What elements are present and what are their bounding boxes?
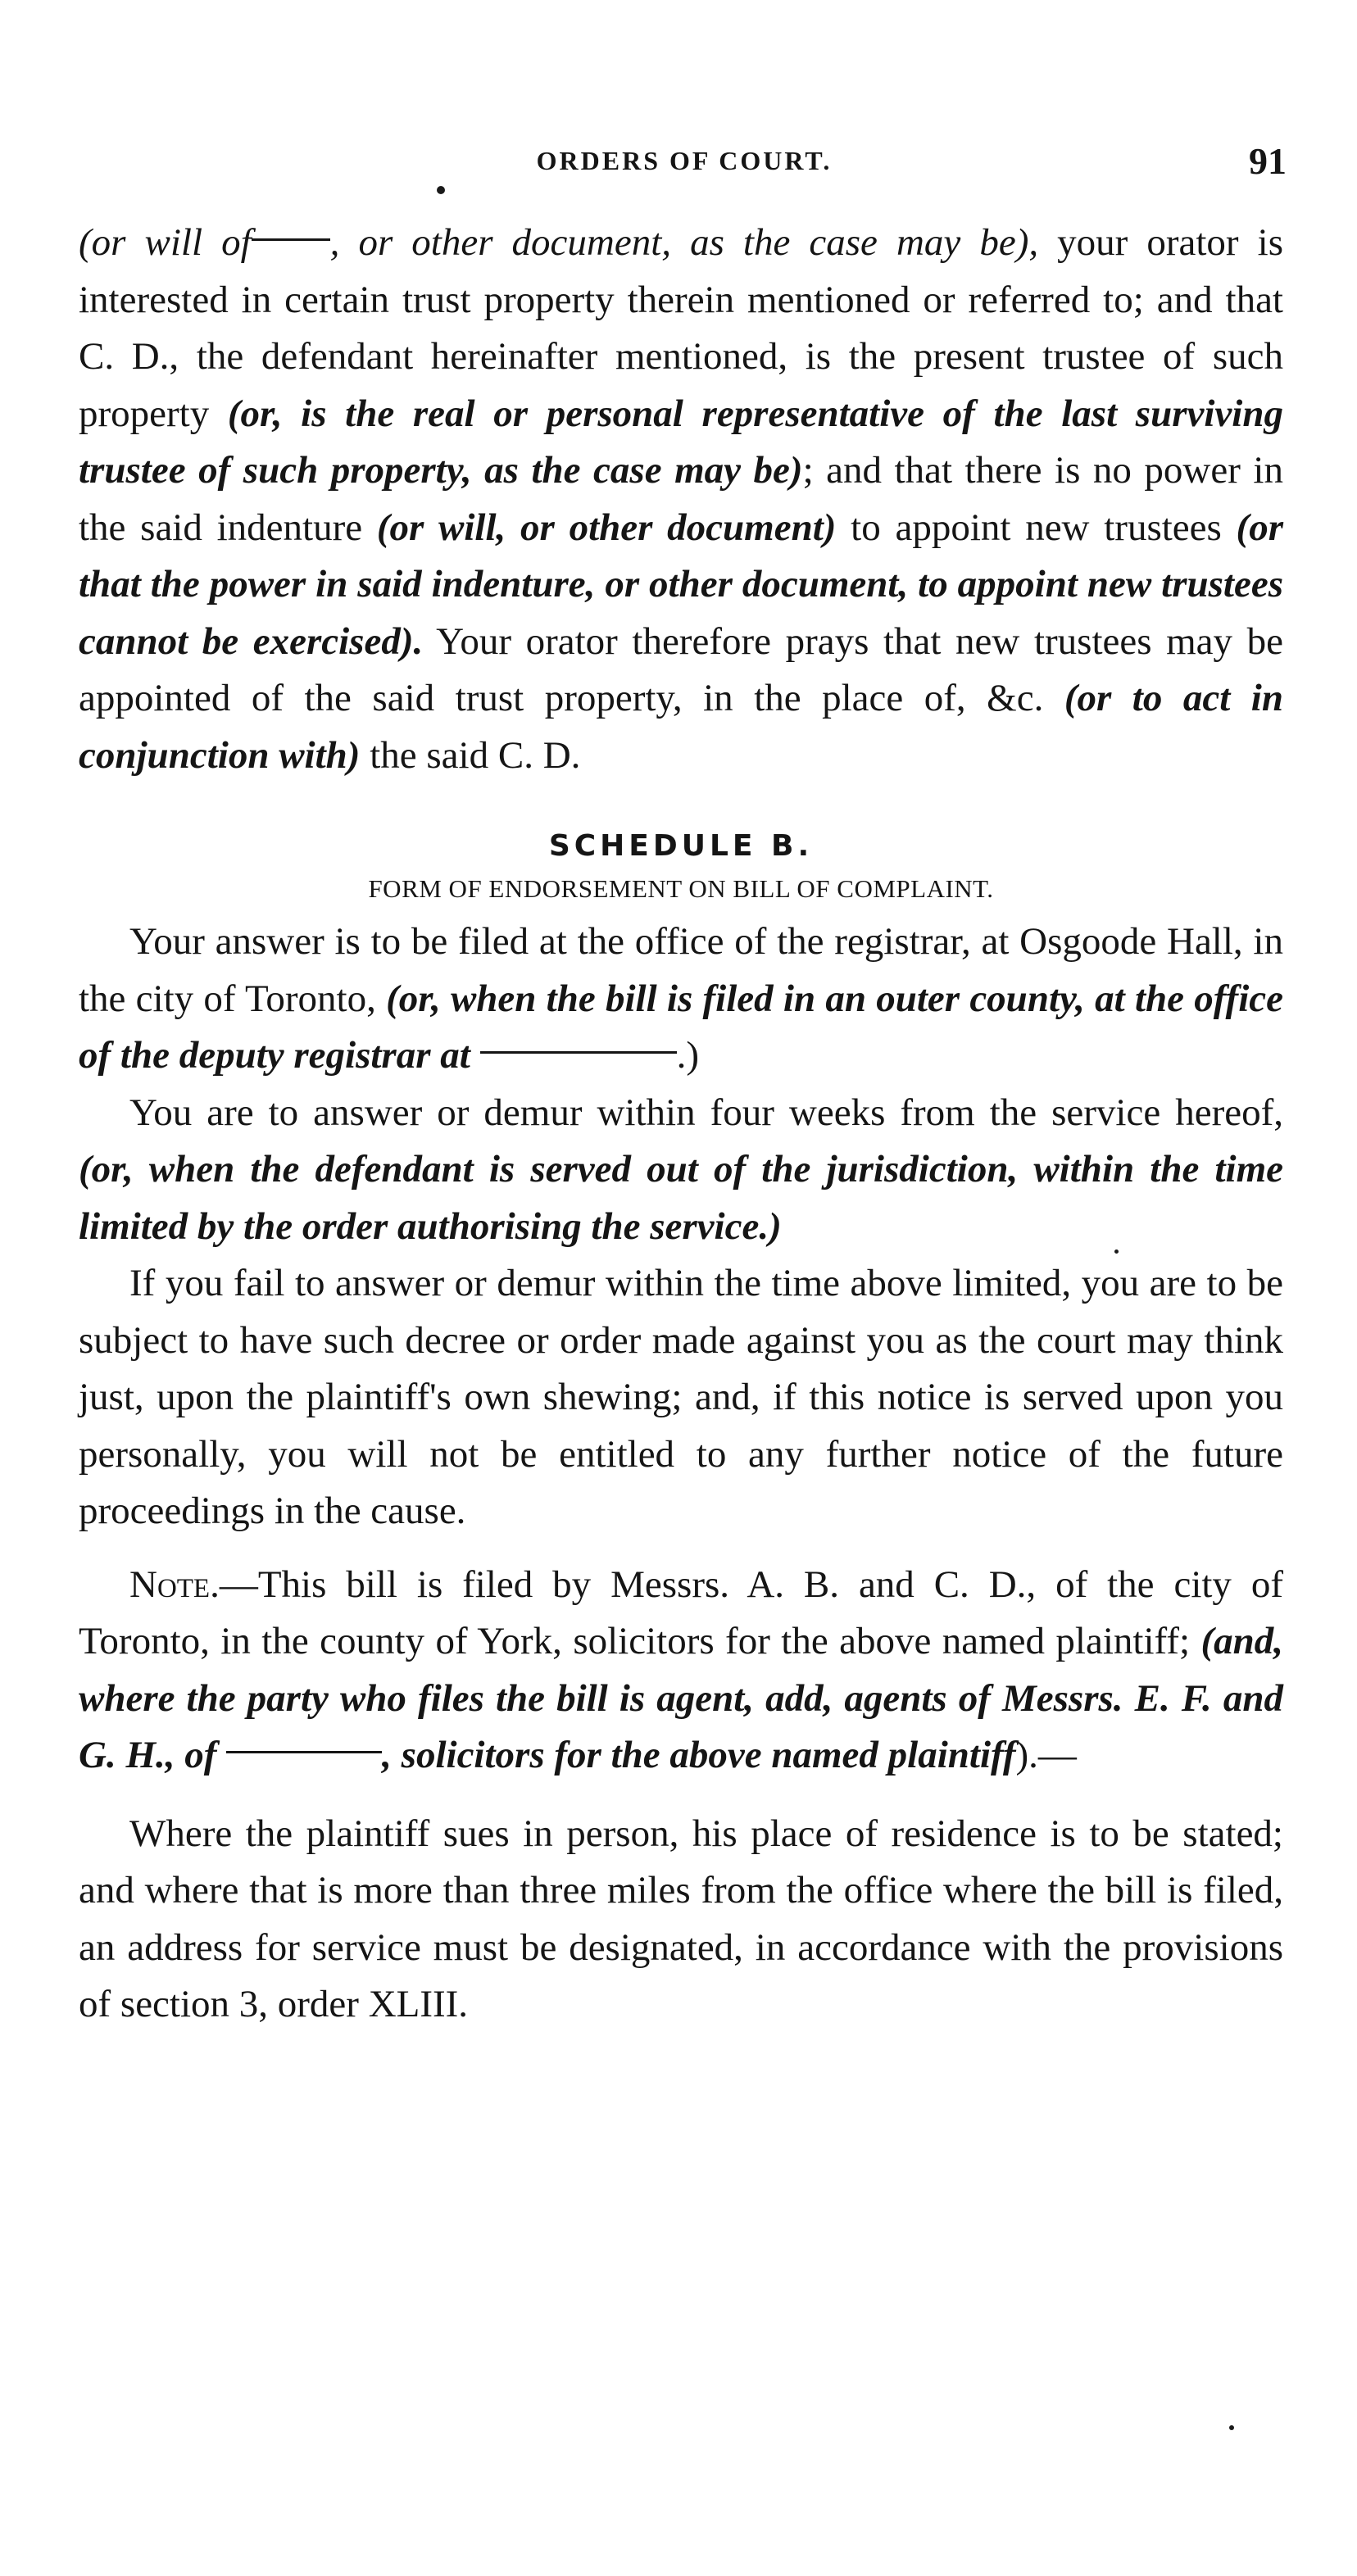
text-span: to appoint new trustees xyxy=(836,506,1237,549)
ink-speck xyxy=(1229,2425,1234,2430)
paragraph-trustee-petition xyxy=(79,215,1283,784)
text-span: (or that the power in said indenture, or other document, to appoint new trustees cannot be exercised). xyxy=(79,506,1283,663)
text-span: (or will of xyxy=(79,221,252,264)
paragraph-answer-filing xyxy=(79,914,1283,1085)
schedule-heading: SCHEDULE B. xyxy=(548,829,814,863)
text-span: You are to answer or demur within four weeks from the service hereof, xyxy=(129,1091,1283,1134)
text-span: ; and that there is no power in the said indenture xyxy=(79,449,1283,549)
paragraph-note xyxy=(79,1557,1283,1785)
text-span: .) xyxy=(676,1034,699,1077)
text-span: (or, when the defendant is served out of the jurisdiction, within the time limited by the order authorising the service.) xyxy=(79,1148,1283,1248)
paragraph-failure-notice xyxy=(79,1255,1283,1540)
page-header xyxy=(82,139,1287,188)
blank-line xyxy=(480,1051,677,1054)
text-span: (or will, or other document) xyxy=(376,506,837,549)
text-span: the said C. D. xyxy=(360,733,581,777)
text-span: (or, when the bill is filed in an outer county, at the office of the deputy registrar at xyxy=(79,977,1283,1077)
text-span: Your orator therefore prays that new trustees may be appointed of the said trust property, in the place of, &c. xyxy=(79,619,1283,719)
paragraph-residence xyxy=(79,1806,1283,2034)
text-span: ).— xyxy=(1015,1734,1077,1776)
page-number: 91 xyxy=(1249,140,1287,182)
text-span: , or other document, as the case may be), xyxy=(329,221,1039,264)
text-span: (and, where the party who files the bill is agent, add, agents of Messrs. E. F. and G. H., of xyxy=(79,1620,1283,1776)
paragraph-answer-time xyxy=(79,1085,1283,1256)
running-head: ORDERS OF COURT. xyxy=(536,146,833,175)
text-span: Your answer is to be filed at the office of the registrar, at Osgoode Hall, in the city of Toronto, xyxy=(79,920,1283,1020)
body-text xyxy=(79,215,1283,2034)
text-span: your orator is interested in certain trust property therein mentioned or referred to; and that C. D., the defendant hereinafter mentioned, is the present trustee of such property xyxy=(79,221,1283,435)
blank-line xyxy=(252,238,330,241)
text-span: , solicitors for the above named plaintiff xyxy=(382,1734,1016,1776)
blank-line xyxy=(226,1751,382,1753)
text-span: Where the plaintiff sues in person, his place of residence is to be stated; and where that is more than three miles from the office where the bill is filed, an address for service must be designated, in accordance with the provisions of section 3, order XLIII. xyxy=(79,1812,1283,2025)
text-span: (or to act in conjunction with) xyxy=(79,677,1283,777)
text-span: —This bill is filed by Messrs. A. B. and C. D., of the city of Toronto, in the county of York, solicitors for the above named plaintiff; xyxy=(79,1562,1283,1662)
text-span: (or, is the real or personal representative of the last surviving trustee of such property, as the case may be) xyxy=(79,392,1283,492)
note-label: Note. xyxy=(129,1562,220,1606)
schedule-subheading: FORM OF ENDORSEMENT ON BILL OF COMPLAINT. xyxy=(368,874,994,903)
text-span: If you fail to answer or demur within the time above limited, you are to be subject to have such decree or order made against you as the court may think just, upon the plaintiff's own shewing; and, if this notice is served upon you personally, you will not be entitled to any further notice of the future proceedings in the cause. xyxy=(79,1262,1283,1532)
